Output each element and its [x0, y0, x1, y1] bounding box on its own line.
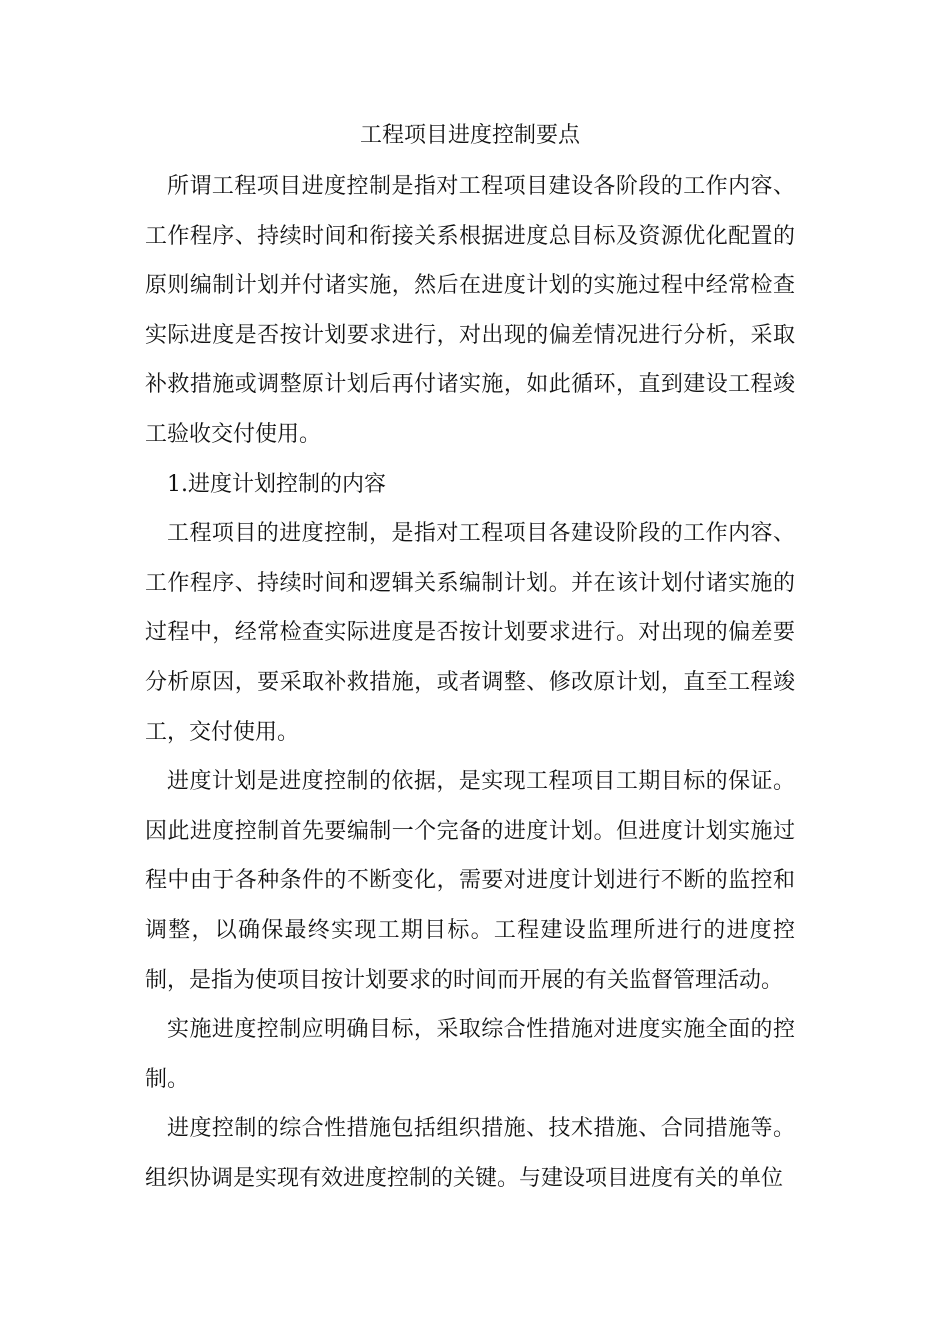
paragraph-intro: 所谓工程项目进度控制是指对工程项目建设各阶段的工作内容、工作程序、持续时间和衔接关系根据进度总目标及资源优化配置的原则编制计划并付诸实施，然后在进度计划的实施过程中经常检查实际进度是否按计划要求进行，对出现的偏差情况进行分析，采取补救措施或调整原计划后再付诸实施，如此循环，直到建设工程竣工验收交付使用。	[145, 174, 795, 447]
paragraph-content-2: 进度计划是进度控制的依据，是实现工程项目工期目标的保证。因此进度控制首先要编制一个完备的进度计划。但进度计划实施过程中由于各种条件的不断变化，需要对进度计划进行不断的监控和调整，以确保最终实现工期目标。工程建设监理所进行的进度控制，是指为使项目按计划要求的时间而开展的有关监督管理活动。	[145, 769, 795, 993]
section-heading-1: 1.进度计划控制的内容	[167, 471, 386, 497]
paragraph-content-4: 进度控制的综合性措施包括组织措施、技术措施、合同措施等。组织协调是实现有效进度控制的关键。与建设项目进度有关的单位	[145, 1116, 795, 1191]
document-body	[145, 118, 795, 1203]
document-title: 工程项目进度控制要点	[359, 123, 580, 148]
paragraph-content-1: 工程项目的进度控制，是指对工程项目各建设阶段的工作内容、工作程序、持续时间和逻辑关系编制计划。并在该计划付诸实施的过程中，经常检查实际进度是否按计划要求进行。对出现的偏差要分析原因，要采取补救措施，或者调整、修改原计划，直至工程竣工，交付使用。	[145, 521, 795, 745]
paragraph-content-3: 实施进度控制应明确目标，采取综合性措施对进度实施全面的控制。	[145, 1017, 795, 1092]
